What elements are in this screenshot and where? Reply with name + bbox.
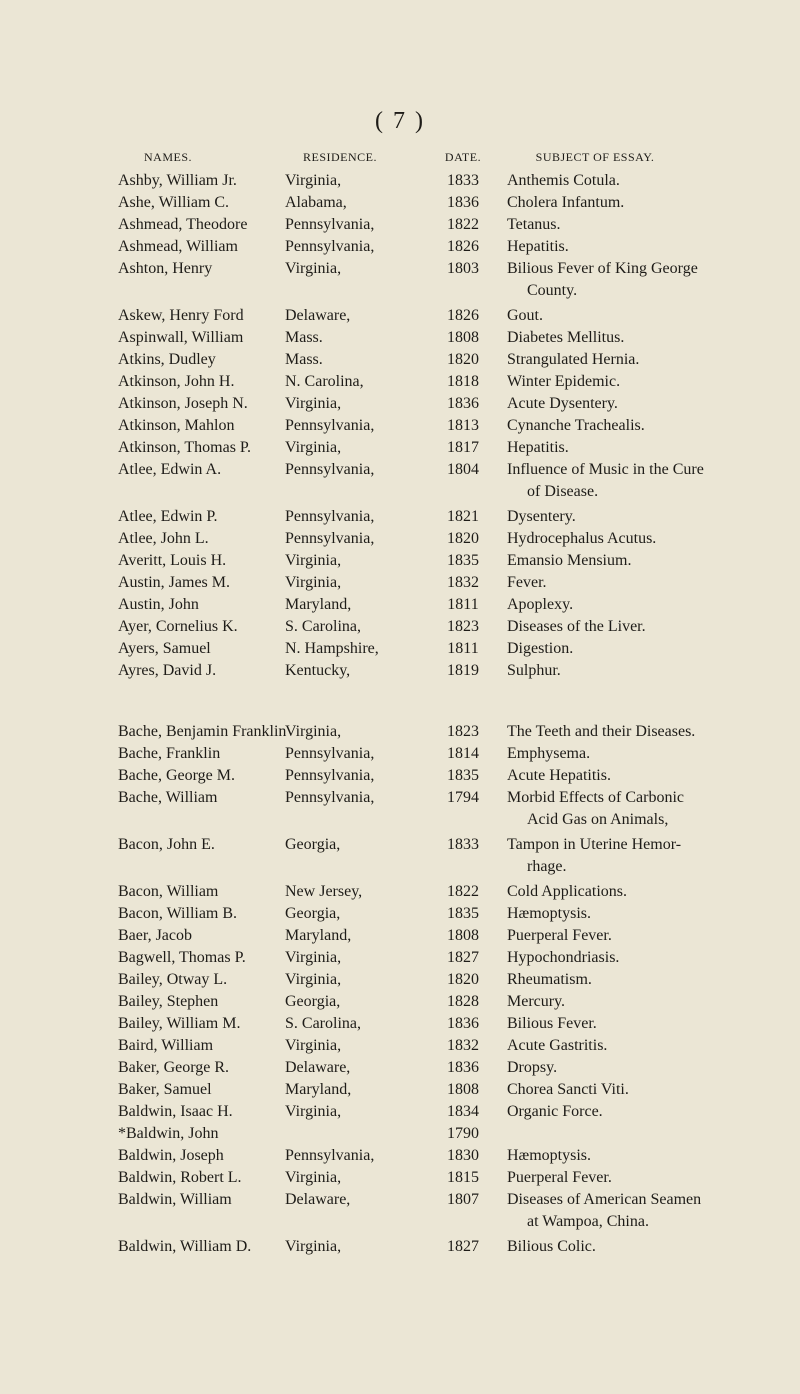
entry-subject: Hæmoptysis. xyxy=(507,905,592,922)
entry-name: Baer, Jacob xyxy=(118,927,192,944)
entry-subject: Dysentery. xyxy=(507,508,576,525)
entry-residence: N. Carolina, xyxy=(285,373,364,390)
entry-name: Bagwell, Thomas P. xyxy=(118,949,246,966)
entry-name: Bacon, William B. xyxy=(118,905,238,922)
entry-subject xyxy=(507,834,792,878)
entry-subject-line: Diseases of American Seamen xyxy=(507,1191,702,1208)
entry-date: 1790 xyxy=(447,1125,479,1142)
entry-date: 1811 xyxy=(447,596,479,613)
entry-residence: Delaware, xyxy=(285,1059,351,1076)
entry-subject: Cholera Infantum. xyxy=(507,194,625,211)
entry-date: 1827 xyxy=(447,949,479,966)
entry-subject-line: Tampon in Uterine Hemor- xyxy=(507,836,682,853)
entry-name: Ayers, Samuel xyxy=(118,640,211,657)
entry-residence: New Jersey, xyxy=(285,883,363,900)
entry-subject: Apoplexy. xyxy=(507,596,574,613)
entry-residence: Pennsylvania, xyxy=(285,530,375,547)
entry-residence: Delaware, xyxy=(285,307,351,324)
entry-residence: Virginia, xyxy=(285,574,342,591)
entry-date: 1820 xyxy=(447,530,479,547)
entry-date: 1836 xyxy=(447,395,479,412)
entry-name: Ayres, David J. xyxy=(118,662,217,679)
entry-name: Bailey, Stephen xyxy=(118,993,219,1010)
entry-subject-continuation: of Disease. xyxy=(527,483,599,500)
entry-residence: Pennsylvania, xyxy=(285,1147,375,1164)
entry-name: Ayer, Cornelius K. xyxy=(118,618,238,635)
entry-residence: Pennsylvania, xyxy=(285,216,375,233)
entry-subject: Diseases of the Liver. xyxy=(507,618,646,635)
entry-name: Bache, William xyxy=(118,789,218,806)
entry-subject: Chorea Sancti Viti. xyxy=(507,1081,629,1098)
entry-name: Bacon, John E. xyxy=(118,836,215,853)
entry-name: Atkinson, Thomas P. xyxy=(118,439,252,456)
entry-name: Atkinson, Joseph N. xyxy=(118,395,248,412)
entry-name: Baldwin, Joseph xyxy=(118,1147,224,1164)
entry-date: 1830 xyxy=(447,1147,479,1164)
entry-subject: Digestion. xyxy=(507,640,574,657)
entry-subject-continuation: rhage. xyxy=(527,858,567,875)
entry-subject-line: Bilious Fever of King George xyxy=(507,260,698,277)
entry-subject: The Teeth and their Diseases. xyxy=(507,723,696,740)
entry-subject-line: Morbid Effects of Carbonic xyxy=(507,789,684,806)
entry-subject: Sulphur. xyxy=(507,662,561,679)
entry-subject: Strangulated Hernia. xyxy=(507,351,640,368)
entry-name: Ashby, William Jr. xyxy=(118,172,237,189)
entry-name: Bacon, William xyxy=(118,883,219,900)
entry-subject xyxy=(507,1189,792,1233)
entry-subject-continuation: at Wampoa, China. xyxy=(527,1213,649,1230)
entry-name: Baker, George R. xyxy=(118,1059,230,1076)
entry-name: Baker, Samuel xyxy=(118,1081,212,1098)
entry-date: 1808 xyxy=(447,1081,479,1098)
header-names: NAMES. xyxy=(143,150,192,164)
entry-name: Ashton, Henry xyxy=(118,260,213,277)
entry-date: 1834 xyxy=(447,1103,479,1120)
entry-date: 1811 xyxy=(447,640,479,657)
entry-name: Bache, Franklin xyxy=(118,745,221,762)
entry-residence: Virginia, xyxy=(285,1037,342,1054)
entry-name: Baldwin, Isaac H. xyxy=(118,1103,233,1120)
entry-residence: Virginia, xyxy=(285,971,342,988)
entry-subject: Acute Dysentery. xyxy=(507,395,618,412)
entry-subject: Tetanus. xyxy=(507,216,561,233)
entry-residence: Delaware, xyxy=(285,1191,351,1208)
entry-subject: Organic Force. xyxy=(507,1103,603,1120)
entry-date: 1826 xyxy=(447,238,479,255)
entry-date: 1819 xyxy=(447,662,479,679)
entry-subject: Dropsy. xyxy=(507,1059,558,1076)
entry-residence: Mass. xyxy=(285,329,323,346)
entry-name: Bache, George M. xyxy=(118,767,235,784)
entry-subject: Hepatitis. xyxy=(507,439,569,456)
entry-subject: Hypochondriasis. xyxy=(507,949,620,966)
entry-date: 1808 xyxy=(447,329,479,346)
entry-subject: Diabetes Mellitus. xyxy=(507,329,625,346)
entry-subject: Hydrocephalus Acutus. xyxy=(507,530,657,547)
entry-residence: Virginia, xyxy=(285,1238,342,1255)
entry-date: 1827 xyxy=(447,1238,479,1255)
entry-name: Austin, John xyxy=(118,596,199,613)
entry-date: 1821 xyxy=(447,508,479,525)
entry-date: 1815 xyxy=(447,1169,479,1186)
entry-name: Atlee, John L. xyxy=(118,530,209,547)
entry-name: Ashmead, William xyxy=(118,238,238,255)
header-residence: RESIDENCE. xyxy=(303,150,377,164)
entry-subject: Puerperal Fever. xyxy=(507,927,612,944)
entry-residence: Pennsylvania, xyxy=(285,745,375,762)
entry-date: 1836 xyxy=(447,1059,479,1076)
entry-residence: Kentucky, xyxy=(285,662,351,679)
entry-subject xyxy=(507,258,792,302)
entry-name: Ashe, William C. xyxy=(118,194,230,211)
entry-name: Atkinson, John H. xyxy=(118,373,235,390)
entry-residence: Virginia, xyxy=(285,439,342,456)
entry-name: Baird, William xyxy=(118,1037,214,1054)
entry-name: Aspinwall, William xyxy=(118,329,244,346)
entry-subject: Cold Applications. xyxy=(507,883,627,900)
entry-residence: Virginia, xyxy=(285,723,342,740)
entry-subject: Acute Gastritis. xyxy=(507,1037,608,1054)
entry-date: 1836 xyxy=(447,194,479,211)
entry-residence: Virginia, xyxy=(285,260,342,277)
entry-date: 1818 xyxy=(447,373,479,390)
entry-subject: Hæmoptysis. xyxy=(507,1147,592,1164)
entry-residence: Maryland, xyxy=(285,1081,352,1098)
entry-date: 1835 xyxy=(447,905,479,922)
entry-name: Austin, James M. xyxy=(118,574,230,591)
entry-date: 1808 xyxy=(447,927,479,944)
entry-residence: S. Carolina, xyxy=(285,1015,361,1032)
entry-name: Atkins, Dudley xyxy=(118,351,216,368)
entry-subject: Cynanche Trachealis. xyxy=(507,417,645,434)
entry-residence: Virginia, xyxy=(285,1169,342,1186)
entry-date: 1836 xyxy=(447,1015,479,1032)
entry-date: 1822 xyxy=(447,883,479,900)
entry-name: Ashmead, Theodore xyxy=(118,216,248,233)
entry-residence: Pennsylvania, xyxy=(285,238,375,255)
entry-date: 1832 xyxy=(447,574,479,591)
entry-name: Atkinson, Mahlon xyxy=(118,417,235,434)
entry-subject: Acute Hepatitis. xyxy=(507,767,611,784)
entry-residence: Pennsylvania, xyxy=(285,417,375,434)
entry-name: Averitt, Louis H. xyxy=(118,552,227,569)
entry-residence: Virginia, xyxy=(285,1103,342,1120)
entry-date: 1823 xyxy=(447,618,479,635)
entry-residence: Maryland, xyxy=(285,927,352,944)
entry-date: 1835 xyxy=(447,552,479,569)
entry-residence: Georgia, xyxy=(285,905,341,922)
entry-date: 1828 xyxy=(447,993,479,1010)
entry-subject xyxy=(507,459,792,503)
entry-residence: Virginia, xyxy=(285,395,342,412)
page-number: ( 7 ) xyxy=(375,108,425,134)
column-headers xyxy=(0,150,800,170)
entry-residence: Pennsylvania, xyxy=(285,767,375,784)
entry-residence: S. Carolina, xyxy=(285,618,361,635)
entry-subject-continuation: County. xyxy=(527,282,578,299)
entry-date: 1813 xyxy=(447,417,479,434)
entry-name: Askew, Henry Ford xyxy=(118,307,244,324)
entry-name: *Baldwin, John xyxy=(118,1125,219,1142)
entry-date: 1807 xyxy=(447,1191,479,1208)
entry-date: 1820 xyxy=(447,971,479,988)
entry-residence: Pennsylvania, xyxy=(285,508,375,525)
entry-date: 1814 xyxy=(447,745,479,762)
header-subject: SUBJECT OF ESSAY. xyxy=(535,150,655,164)
entry-date: 1823 xyxy=(447,723,479,740)
entry-subject: Hepatitis. xyxy=(507,238,569,255)
entry-subject: Bilious Fever. xyxy=(507,1015,597,1032)
entry-name: Bache, Benjamin Franklin xyxy=(118,723,287,740)
entry-name: Bailey, Otway L. xyxy=(118,971,228,988)
entry-subject: Anthemis Cotula. xyxy=(507,172,620,189)
header-date: DATE. xyxy=(444,150,482,164)
entry-name: Bailey, William M. xyxy=(118,1015,241,1032)
entry-residence: Pennsylvania, xyxy=(285,789,375,806)
entry-name: Baldwin, William D. xyxy=(118,1238,252,1255)
entry-subject: Fever. xyxy=(507,574,547,591)
entry-date: 1833 xyxy=(447,836,479,853)
entry-residence: Virginia, xyxy=(285,172,342,189)
entry-residence: Virginia, xyxy=(285,552,342,569)
entry-date: 1832 xyxy=(447,1037,479,1054)
entry-date: 1822 xyxy=(447,216,479,233)
entry-subject xyxy=(507,787,792,831)
entry-subject: Puerperal Fever. xyxy=(507,1169,612,1186)
entry-date: 1804 xyxy=(447,461,479,478)
entry-subject: Emansio Mensium. xyxy=(507,552,632,569)
entry-name: Atlee, Edwin A. xyxy=(118,461,222,478)
entry-residence: N. Hampshire, xyxy=(285,640,379,657)
entry-name: Baldwin, William xyxy=(118,1191,232,1208)
entry-subject: Emphysema. xyxy=(507,745,591,762)
entry-date: 1803 xyxy=(447,260,479,277)
entry-residence: Alabama, xyxy=(285,194,347,211)
entry-date: 1820 xyxy=(447,351,479,368)
entry-date: 1835 xyxy=(447,767,479,784)
entry-subject-continuation: Acid Gas on Animals, xyxy=(527,811,669,828)
entry-date: 1817 xyxy=(447,439,479,456)
entry-subject: Gout. xyxy=(507,307,543,324)
entry-date: 1826 xyxy=(447,307,479,324)
entry-name: Baldwin, Robert L. xyxy=(118,1169,242,1186)
entry-residence: Georgia, xyxy=(285,836,341,853)
entry-date: 1794 xyxy=(447,789,479,806)
entry-date: 1833 xyxy=(447,172,479,189)
entry-subject: Bilious Colic. xyxy=(507,1238,596,1255)
entry-name: Atlee, Edwin P. xyxy=(118,508,218,525)
entry-subject: Mercury. xyxy=(507,993,566,1010)
entry-residence: Mass. xyxy=(285,351,323,368)
entry-residence: Georgia, xyxy=(285,993,341,1010)
entry-subject-line: Influence of Music in the Cure xyxy=(507,461,704,478)
entry-residence: Maryland, xyxy=(285,596,352,613)
entry-residence: Virginia, xyxy=(285,949,342,966)
entry-subject: Rheumatism. xyxy=(507,971,592,988)
entry-residence: Pennsylvania, xyxy=(285,461,375,478)
entry-subject: Winter Epidemic. xyxy=(507,373,621,390)
